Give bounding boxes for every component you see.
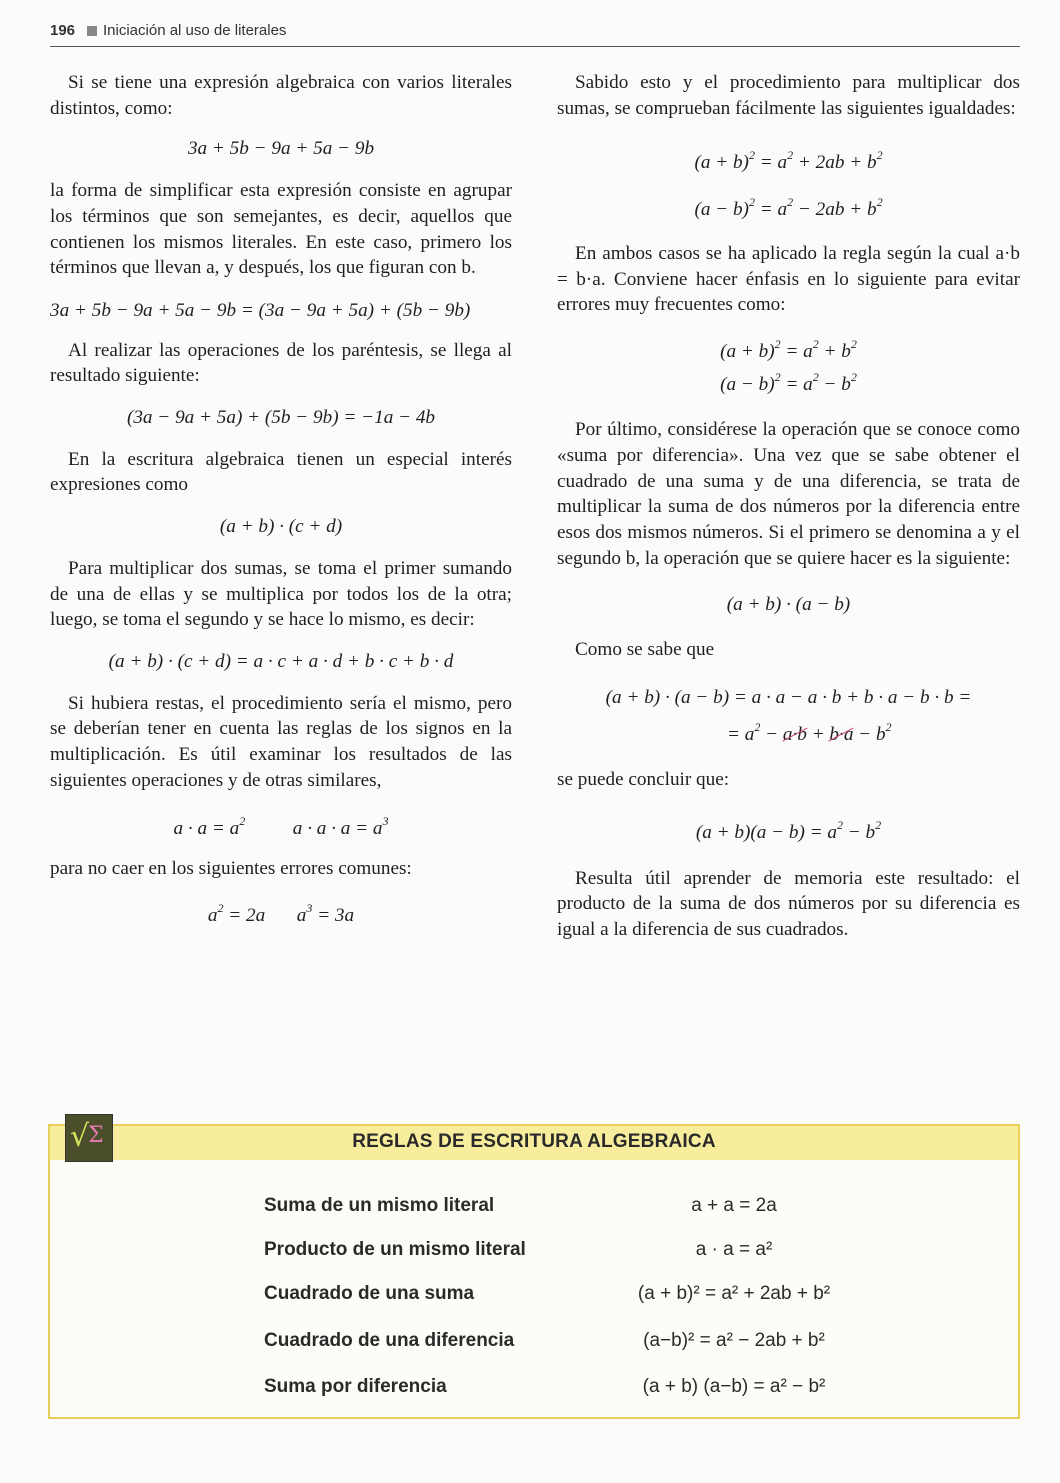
equation: $a^2 = 2a$ xyxy=(207,900,266,926)
equation: $(a + b)^2 = a^2 + 2ab + b^2$ xyxy=(694,148,883,174)
paragraph: la forma de simplificar esta expresión consiste en agrupar los términos que son semejantes, es decir, aquellos que contienen los mismos literales. En este caso, primero los términos que llevan a, y después, los que figuran con b. xyxy=(50,180,512,279)
rule-label: Cuadrado de una diferencia xyxy=(264,1330,515,1351)
cancelled-term: b·a xyxy=(829,723,854,745)
equation: 3a + 5b − 9a + 5a − 9b xyxy=(187,138,375,160)
rule-row xyxy=(264,1330,964,1360)
paragraph: se puede concluir que: xyxy=(557,769,730,791)
math-root-sigma-icon: √ Σ xyxy=(65,1114,113,1162)
rule-row xyxy=(264,1195,964,1225)
paragraph: Como se sabe que xyxy=(575,639,715,661)
header-square-icon xyxy=(87,26,97,36)
rule-row xyxy=(264,1376,964,1406)
rules-header xyxy=(50,1126,1018,1160)
equation-row xyxy=(50,896,512,929)
paragraph: Resulta útil aprender de memoria este resultado: el producto de la suma de dos números por su diferencia es igual a la diferencia de sus cuadrados. xyxy=(557,867,1020,941)
paragraph: Al realizar las operaciones de los paréntesis, se llega al resultado siguiente: xyxy=(50,339,512,387)
rule-formula: (a + b) (a−b) = a² − b² xyxy=(642,1376,826,1397)
equation: $a^3 = 3a$ xyxy=(296,900,355,926)
equation: (a + b) · (a − b) = a · a − a · b + b · a − b · b = xyxy=(605,686,972,708)
equation: $(a + b)^2 = a^2 + b^2$ xyxy=(720,336,857,362)
paragraph: Si se tiene una expresión algebraica con varios literales distintos, como: xyxy=(50,72,512,119)
rule-formula: a · a = a² xyxy=(695,1239,773,1260)
paragraph: Para multiplicar dos sumas, se toma el primer sumando de una de ellas y se multiplica por todos los de la otra; luego, se toma el segundo y se hace lo mismo, es decir: xyxy=(50,557,512,631)
rule-label: Producto de un mismo literal xyxy=(264,1239,526,1260)
rules-title: REGLAS DE ESCRITURA ALGEBRAICA xyxy=(352,1131,716,1152)
equation: (a + b) · (a − b) xyxy=(726,593,851,615)
rules-box xyxy=(48,1119,1020,1419)
equation: $(a - b)^2 = a^2 - b^2$ xyxy=(720,369,857,395)
rule-row xyxy=(264,1239,964,1269)
equation: $a \cdot a = a^2$ xyxy=(173,814,246,840)
running-title: Iniciación al uso de literales xyxy=(103,22,287,39)
equation: 3a + 5b − 9a + 5a − 9b = (3a − 9a + 5a) + (5b − 9b) xyxy=(50,299,471,321)
cancelled-term: a·b xyxy=(782,723,807,745)
paragraph: Sabido esto y el procedimiento para multiplicar dos sumas, se comprueban fácilmente las siguientes igualdades: xyxy=(557,72,1020,119)
equation: $(a - b)^2 = a^2 - 2ab + b^2$ xyxy=(694,195,883,221)
rule-formula: (a−b)² = a² − 2ab + b² xyxy=(643,1330,825,1351)
equation: (a + b) · (c + d) xyxy=(219,516,343,538)
page-header xyxy=(50,20,1020,47)
equation: $(a + b)(a - b) = a^2 - b^2$ xyxy=(695,818,882,844)
paragraph: Por último, considérese la operación que se conoce como «suma por diferencia». Una vez que se sabe obtener el cuadrado de una suma y de una diferencia, se trata de multiplicar la suma de dos números por la diferencia entre esos dos mismos números. Si el primero se denomina a y el segundo b, la operación que se quiere hacer es la siguiente: xyxy=(557,419,1020,569)
equation: = $a^2 - a\cdot b + b\cdot a - b^2$ xyxy=(727,719,892,745)
rule-label: Suma de un mismo literal xyxy=(264,1195,495,1216)
equation: (3a − 9a + 5a) + (5b − 9b) = −1a − 4b xyxy=(126,407,436,429)
paragraph: En ambos casos se ha aplicado la regla según la cual a·b = b·a. Conviene hacer énfasis en lo siguiente para evitar errores muy frecuentes como: xyxy=(557,242,1020,316)
paragraph: Si hubiera restas, el procedimiento sería el mismo, pero se deberían tener en cuenta las reglas de los signos en la multiplicación. Es útil examinar los resultados de las siguientes operaciones y de otras similares, xyxy=(50,692,512,791)
rule-label: Suma por diferencia xyxy=(264,1376,447,1397)
rule-formula: a + a = 2a xyxy=(691,1195,777,1216)
paragraph: En la escritura algebraica tienen un especial interés expresiones como xyxy=(50,448,512,496)
rule-row xyxy=(264,1283,964,1313)
paragraph: para no caer en los siguientes errores comunes: xyxy=(50,858,412,880)
right-column xyxy=(557,70,1020,943)
page-number: 196 xyxy=(50,22,76,39)
equation: (a + b) · (c + d) = a · c + a · d + b · c + b · d xyxy=(108,650,454,672)
equation: $a \cdot a \cdot a = a^3$ xyxy=(292,814,389,840)
rule-formula: (a + b)² = a² + 2ab + b² xyxy=(637,1283,831,1304)
equation-row xyxy=(50,809,512,842)
rule-label: Cuadrado de una suma xyxy=(264,1283,475,1304)
left-column xyxy=(50,70,512,929)
